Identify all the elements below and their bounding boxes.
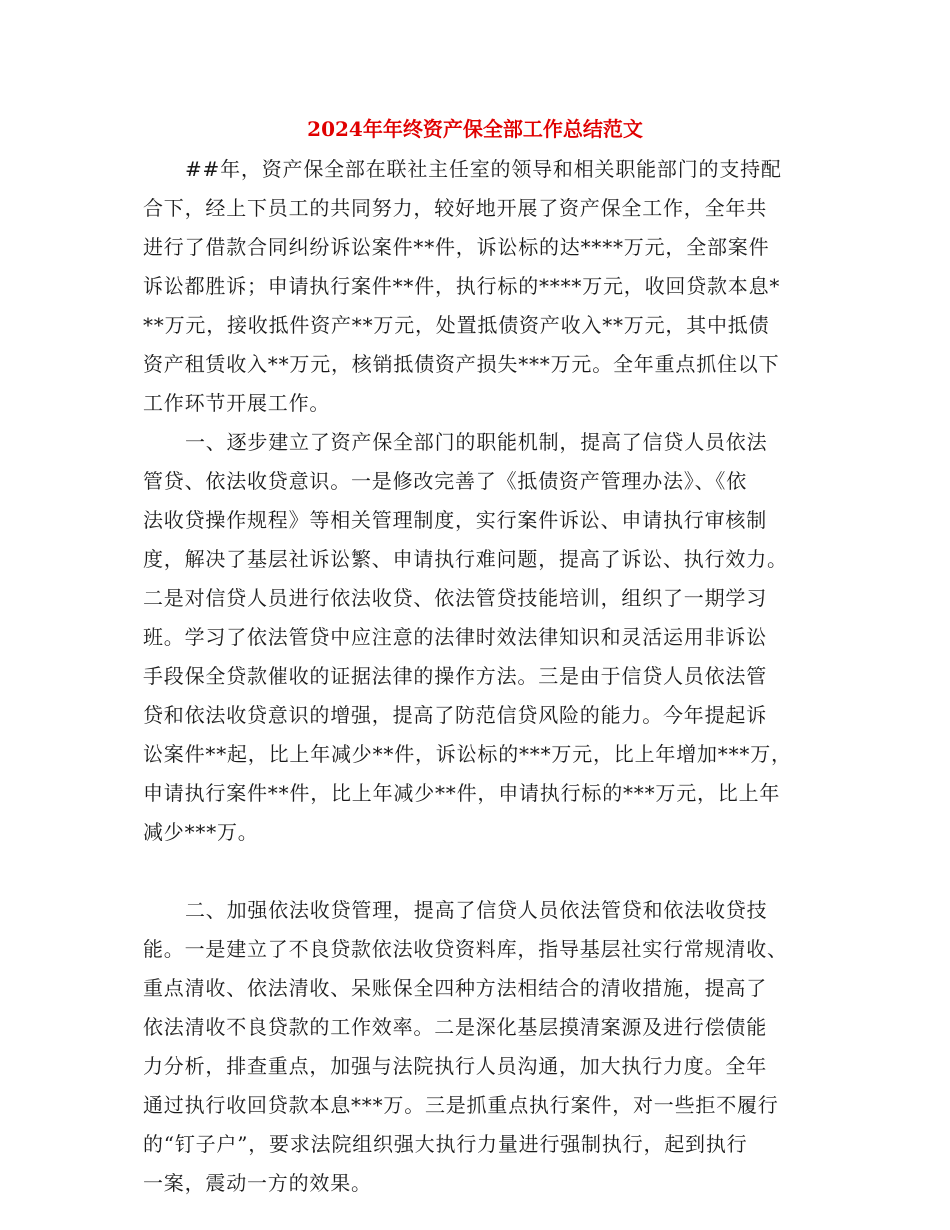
text-line: 班。学习了依法管贷中应注意的法律时效法律知识和灵活运用非诉讼 bbox=[143, 625, 767, 649]
text-line: 申请执行案件**件，比上年减少**件，申请执行标的***万元，比上年 bbox=[143, 781, 781, 805]
paragraph-section-1 bbox=[143, 423, 807, 891]
text-line: 讼案件**起，比上年减少**件，诉讼标的***万元，比上年增加***万， bbox=[143, 742, 792, 766]
text-line: 的“钉子户”，要求法院组织强大执行力量进行强制执行，起到执行 bbox=[143, 1132, 748, 1156]
text-line: 资产租赁收入**万元，核销抵债资产损失***万元。全年重点抓住以下 bbox=[143, 352, 780, 376]
text-line: 诉讼都胜诉；申请执行案件**件，执行标的****万元，收回贷款本息* bbox=[143, 274, 781, 298]
text-line: 贷和依法收贷意识的增强，提高了防范信贷风险的能力。今年提起诉 bbox=[143, 703, 767, 727]
text-line bbox=[143, 852, 807, 891]
text-line: 减少***万。 bbox=[143, 820, 259, 844]
text-line: 二、加强依法收贷管理，提高了信贷人员依法管贷和依法收贷技 bbox=[185, 898, 768, 922]
text-line: 一、逐步建立了资产保全部门的职能机制，提高了信贷人员依法 bbox=[185, 430, 768, 454]
document-body bbox=[143, 150, 807, 1203]
paragraph-intro bbox=[143, 150, 807, 423]
text-line: 手段保全贷款催收的证据法律的操作方法。三是由于信贷人员依法管 bbox=[143, 664, 767, 688]
text-line: 法收贷操作规程》等相关管理制度，实行案件诉讼、申请执行审核制 bbox=[143, 508, 767, 532]
paragraph-section-2 bbox=[143, 891, 807, 1203]
text-line: 重点清收、依法清收、呆账保全四种方法相结合的清收措施，提高了 bbox=[143, 976, 767, 1000]
text-line: 一案，震动一方的效果。 bbox=[143, 1171, 372, 1195]
text-line: ##年，资产保全部在联社主任室的领导和相关职能部门的支持配 bbox=[185, 157, 782, 181]
text-line: 管贷、依法收贷意识。一是修改完善了《抵债资产管理办法》、《依 bbox=[143, 469, 747, 493]
text-line: 工作环节开展工作。 bbox=[143, 391, 331, 415]
text-line: 通过执行收回贷款本息***万。三是抓重点执行案件，对一些拒不履行 bbox=[143, 1093, 779, 1117]
text-line: 进行了借款合同纠纷诉讼案件**件，诉讼标的达****万元，全部案件 bbox=[143, 235, 770, 259]
text-line: 能。一是建立了不良贷款依法收贷资料库，指导基层社实行常规清收、 bbox=[143, 937, 788, 961]
text-line: 合下，经上下员工的共同努力，较好地开展了资产保全工作，全年共 bbox=[143, 196, 767, 220]
text-line: 力分析，排查重点，加强与法院执行人员沟通，加大执行力度。全年 bbox=[143, 1054, 767, 1078]
text-line: 依法清收不良贷款的工作效率。二是深化基层摸清案源及进行偿债能 bbox=[143, 1015, 767, 1039]
text-line: 度，解决了基层社诉讼繁、申请执行难问题，提高了诉讼、执行效力。 bbox=[143, 547, 788, 571]
text-line: 二是对信贷人员进行依法收贷、依法管贷技能培训，组织了一期学习 bbox=[143, 586, 767, 610]
document-title: 2024年年终资产保全部工作总结范文 bbox=[307, 117, 643, 141]
text-line: **万元，接收抵件资产**万元，处置抵债资产收入**万元，其中抵债 bbox=[143, 313, 770, 337]
